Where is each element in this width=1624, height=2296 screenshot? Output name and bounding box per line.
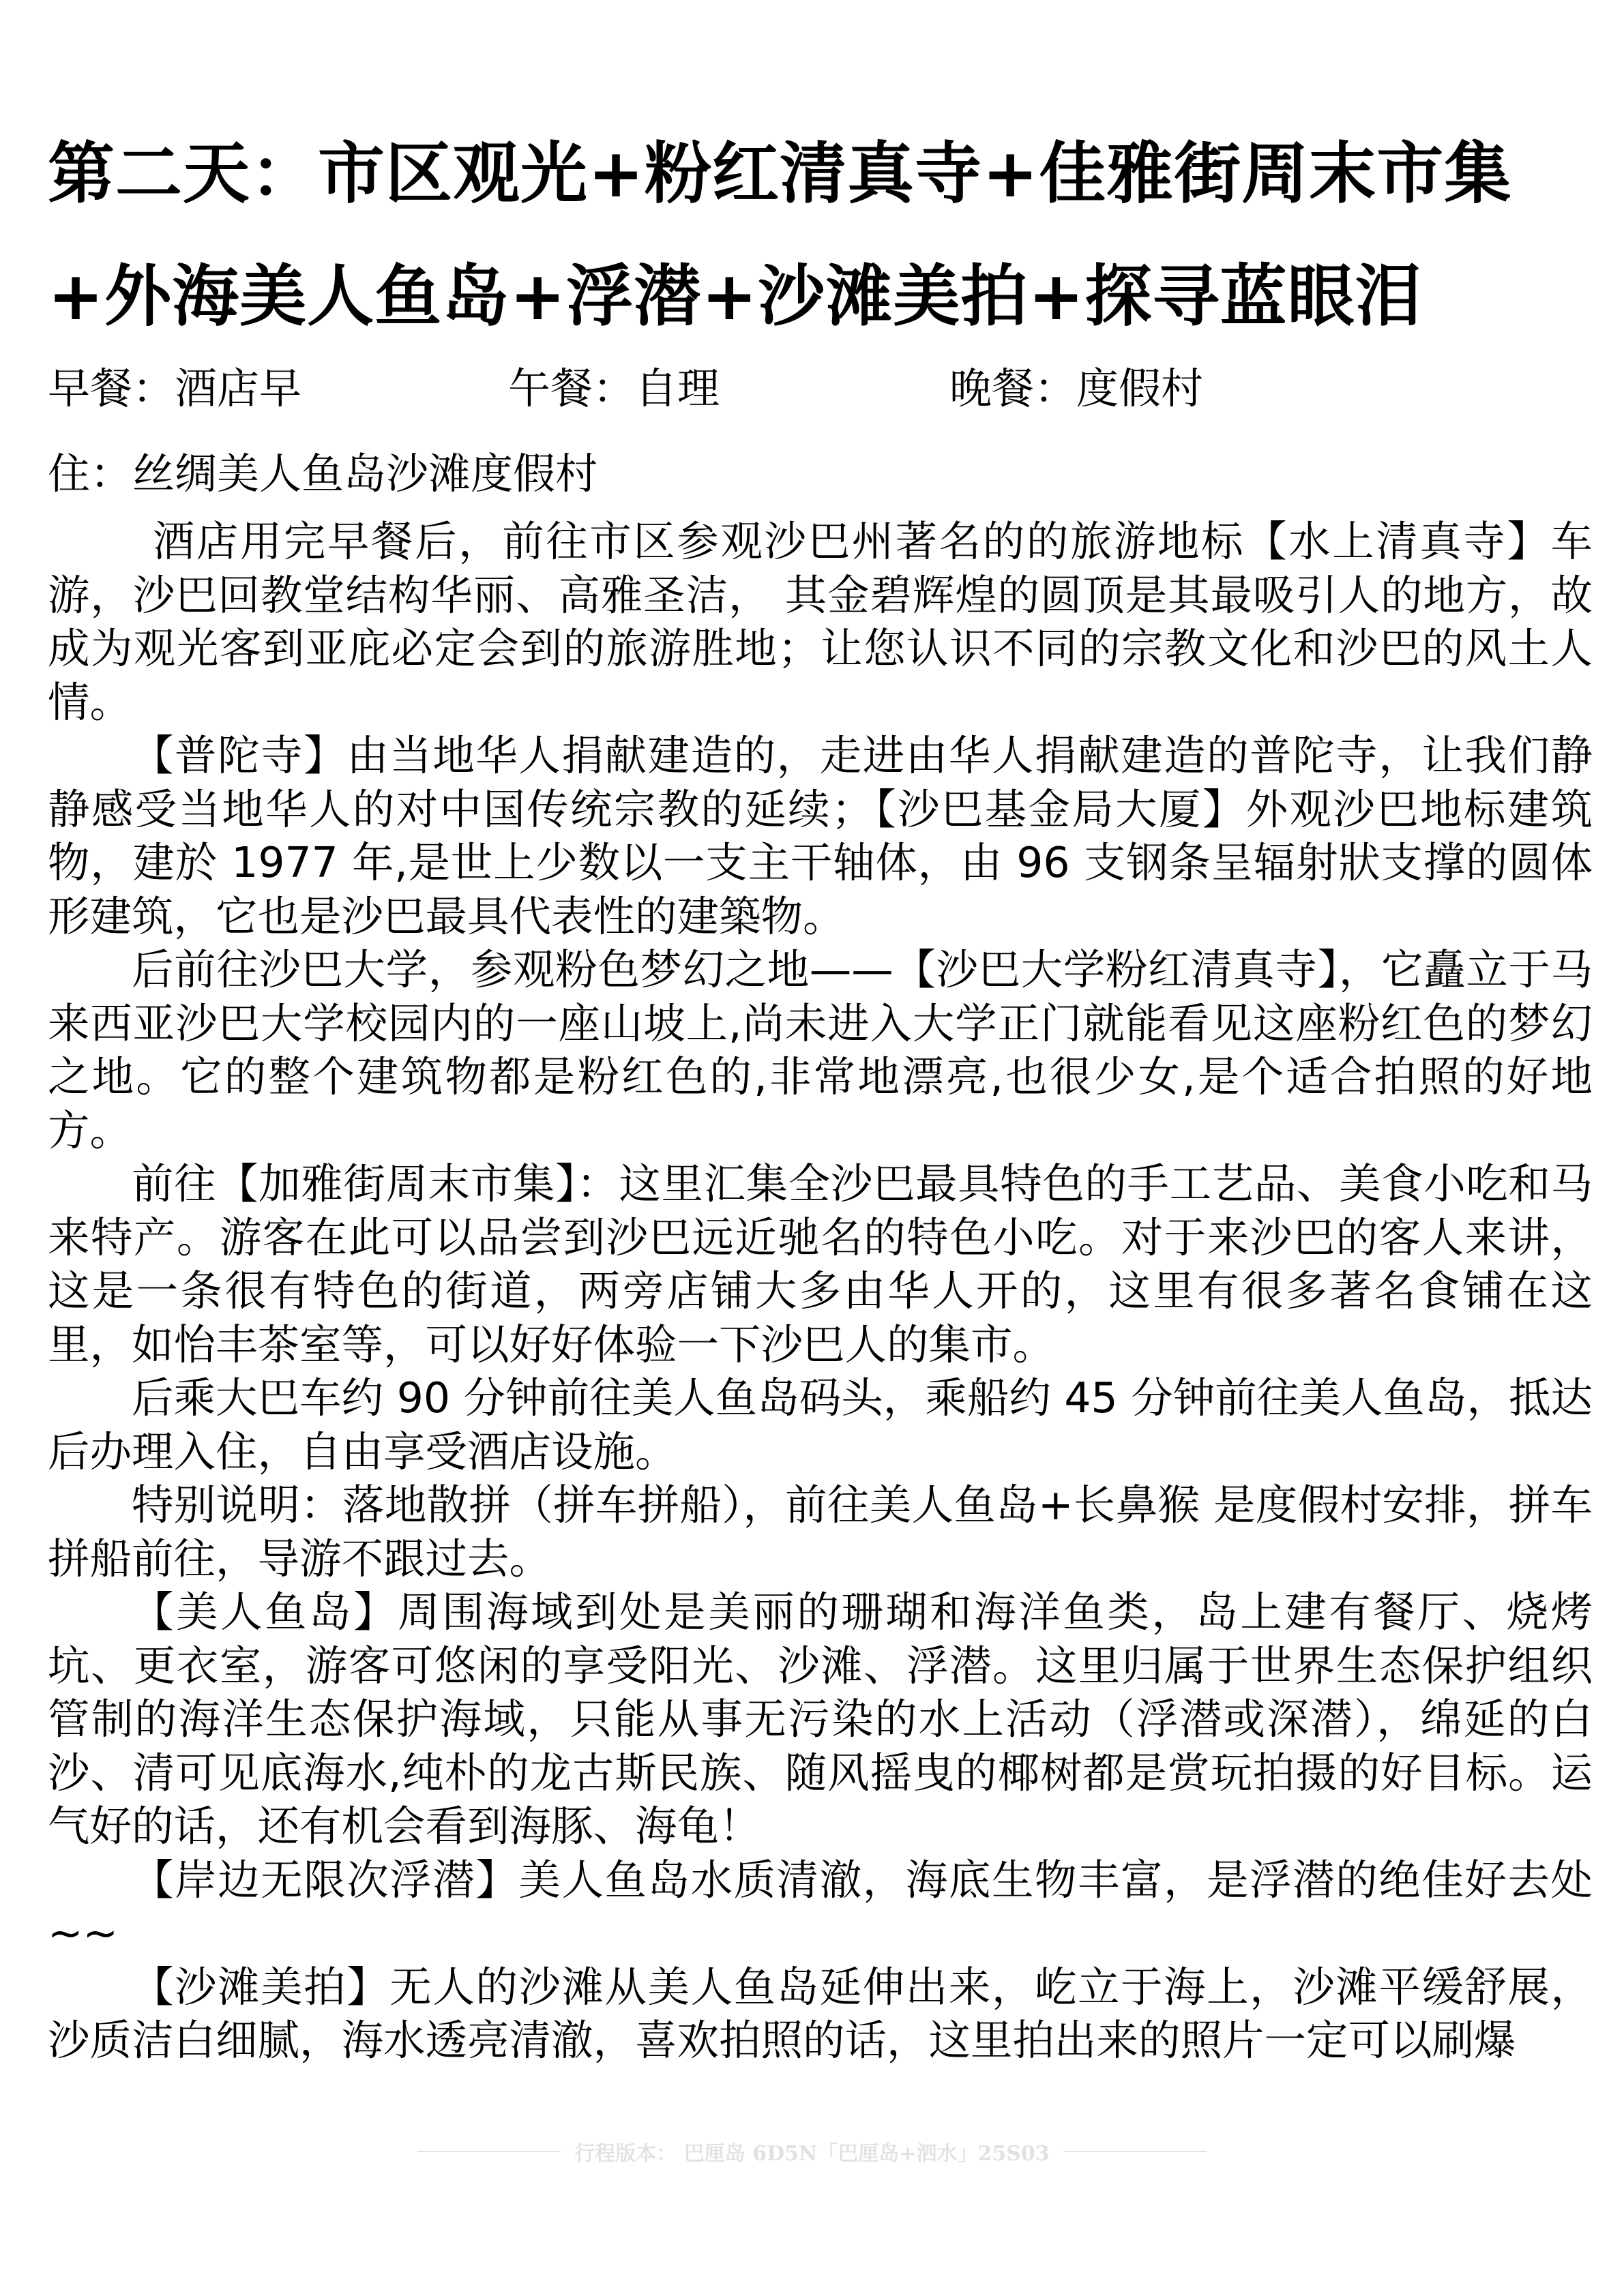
footer-rule-left bbox=[417, 2151, 561, 2152]
page-footer bbox=[0, 2134, 1624, 2168]
paragraph-water-mosque: 酒店用完早餐后，前往市区参观沙巴州著名的的旅游地标【水上清真寺】车游，沙巴回教堂结构华丽、高雅圣洁， 其金碧辉煌的圆顶是其最吸引人的地方，故成为观光客到亚庇必定会到的旅游胜地；让您认识不同的宗教文化和沙巴的风土人情。 bbox=[48, 517, 1593, 727]
paragraph-puto-temple: 【普陀寺】由当地华人捐献建造的，走进由华人捐献建造的普陀寺，让我们静静感受当地华人的对中国传统宗教的延续；【沙巴基金局大厦】外观沙巴地标建筑物，建於 1977 年,是世上少数以一支主干轴体，由 96 支钢条呈辐射狀支撑的圆体形建筑，它也是沙巴最具代表性的建築物。 bbox=[48, 731, 1593, 941]
footer-version-text: 行程版本： 巴厘岛 6D5N「巴厘岛+泗水」25S03 bbox=[574, 2142, 1050, 2166]
footer-rule-right bbox=[1063, 2151, 1207, 2152]
accommodation: 住：丝绸美人鱼岛沙滩度假村 bbox=[48, 449, 598, 498]
meals-row bbox=[48, 361, 1589, 416]
paragraph-gaya-street-market: 前往【加雅街周末市集】：这里汇集全沙巴最具特色的手工艺品、美食小吃和马来特产。游客在此可以品尝到沙巴远近驰名的特色小吃。对于来沙巴的客人来讲，这是一条很有特色的街道，两旁店铺大多由华人开的，这里有很多著名食铺在这里，如怡丰茶室等，可以好好体验一下沙巴人的集市。 bbox=[48, 1159, 1593, 1369]
meal-dinner: 晚餐：度假村 bbox=[949, 363, 1204, 413]
meal-lunch: 午餐：自理 bbox=[508, 363, 720, 413]
meal-breakfast: 早餐：酒店早 bbox=[48, 363, 302, 413]
paragraph-beach-photos: 【沙滩美拍】无人的沙滩从美人鱼岛延伸出来，屹立于海上，沙滩平缓舒展，沙质洁白细腻，海水透亮清澈，喜欢拍照的话，这里拍出来的照片一定可以刷爆 bbox=[48, 1962, 1593, 2065]
day-title: 第二天：市区观光+粉红清真寺+佳雅街周末市集+外海美人鱼岛+浮潜+沙滩美拍+探寻蓝眼泪 bbox=[48, 135, 1512, 336]
paragraph-snorkeling: 【岸边无限次浮潜】美人鱼岛水质清澈，海底生物丰富，是浮潜的绝佳好去处~~ bbox=[48, 1855, 1593, 1958]
paragraph-special-note: 特别说明：落地散拼（拼车拼船），前往美人鱼岛+长鼻猴 是度假村安排，拼车拼船前往，导游不跟过去。 bbox=[48, 1480, 1593, 1583]
itinerary-body bbox=[48, 515, 1593, 2068]
paragraph-pink-mosque: 后前往沙巴大学，参观粉色梦幻之地——【沙巴大学粉红清真寺】，它矗立于马来西亚沙巴大学校园内的一座山坡上,尚未进入大学正门就能看见这座粉红色的梦幻之地。它的整个建筑物都是粉红色的,非常地漂亮,也很少女,是个适合拍照的好地方。 bbox=[48, 945, 1593, 1155]
paragraph-mermaid-island: 【美人鱼岛】周围海域到处是美丽的珊瑚和海洋鱼类，岛上建有餐厅、烧烤坑、更衣室，游客可悠闲的享受阳光、沙滩、浮潜。这里归属于世界生态保护组织管制的海洋生态保护海域，只能从事无污染的水上活动（浮潜或深潜），绵延的白沙、清可见底海水,纯朴的龙古斯民族、随风摇曳的椰树都是赏玩拍摄的好目标。运气好的话，还有机会看到海豚、海龟！ bbox=[48, 1587, 1593, 1851]
paragraph-transfer-to-island: 后乘大巴车约 90 分钟前往美人鱼岛码头，乘船约 45 分钟前往美人鱼岛，抵达后办理入住，自由享受酒店设施。 bbox=[48, 1373, 1593, 1476]
